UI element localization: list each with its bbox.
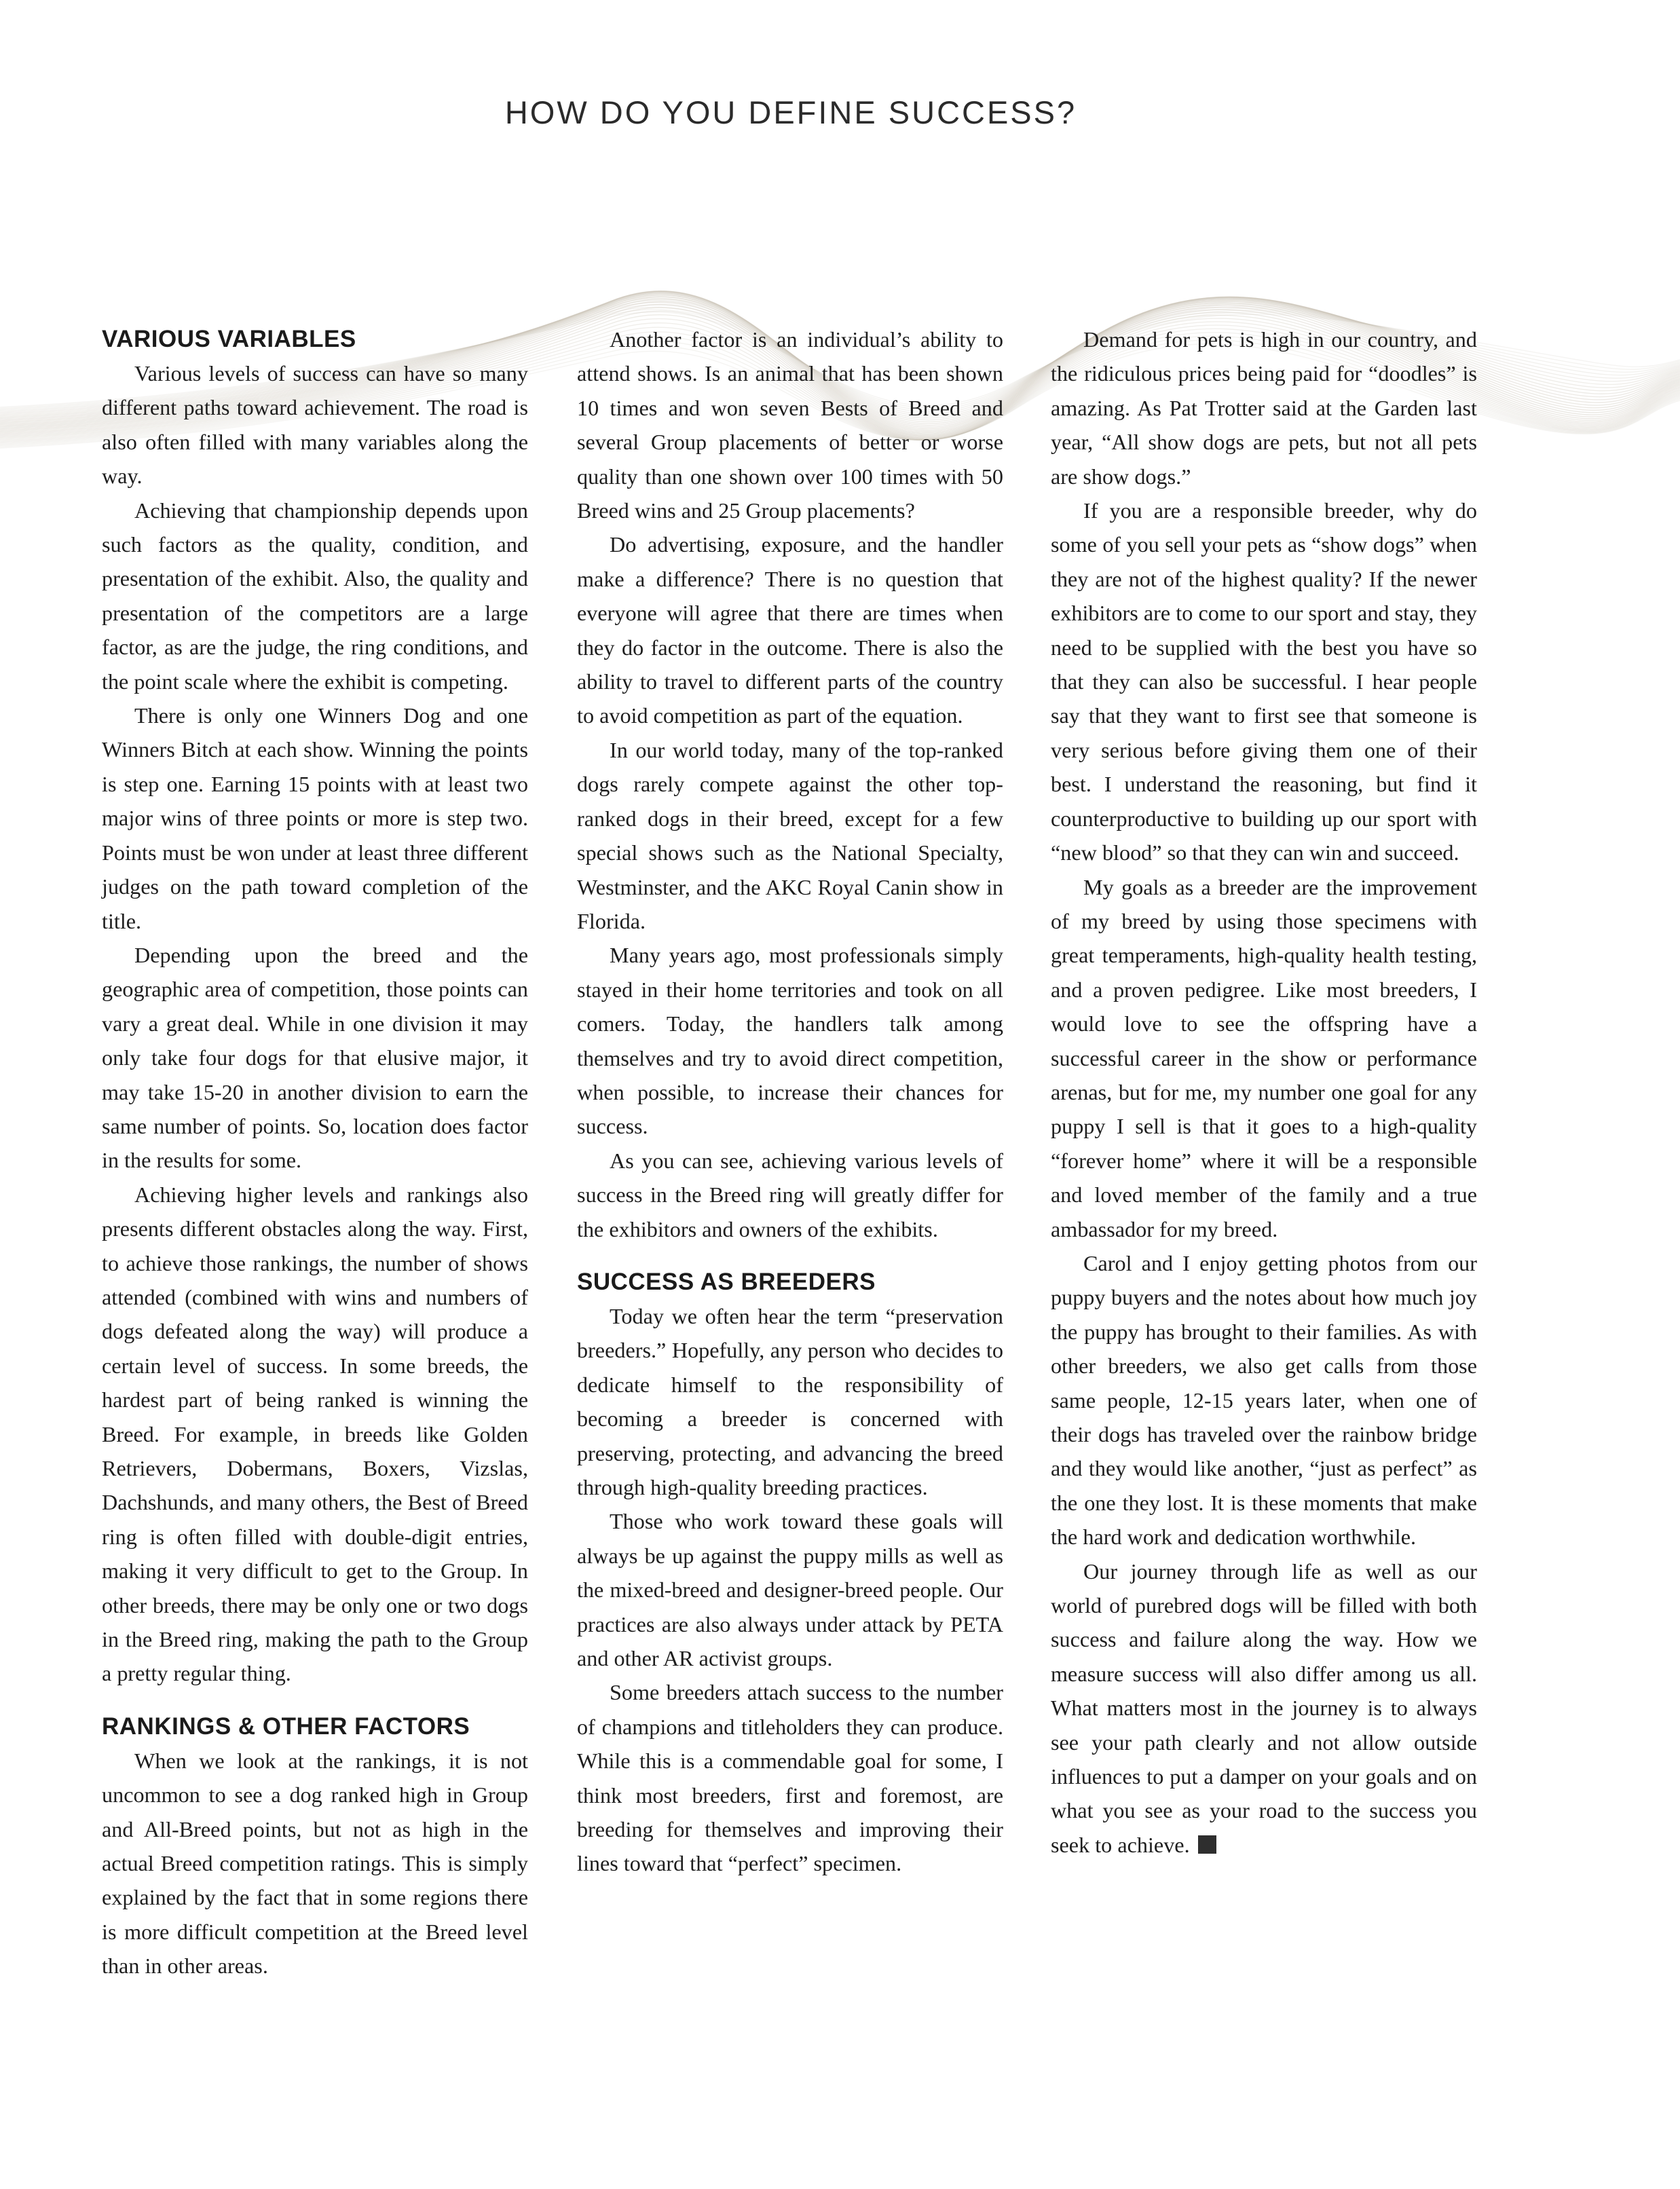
body-paragraph: [1051, 1246, 1477, 1554]
end-of-article-square-icon: [1198, 1835, 1216, 1854]
paragraph-text: If you are a responsible breeder, why do some of you sell your pets as “show dogs” when they are not of the highest quality? If the newer exhibitors are to come to our sport and stay, they need to be supplied with the best you have so that they can also be successful. I hear people say that they want to first see that someone is very serious before giving them one of their best. I understand the reasoning, but find it counterproductive to building up our sport with “new blood” so that they can win and succeed.: [1051, 498, 1477, 865]
page-title: HOW DO YOU DEFINE SUCCESS?: [504, 94, 1077, 130]
body-paragraph: [102, 1744, 528, 1983]
body-paragraph: [577, 938, 1003, 1143]
section-heading-text: VARIOUS VARIABLES: [102, 326, 356, 352]
paragraph-text: Many years ago, most professionals simply stayed in their home territories and took on all comers. Today, the handlers talk among themselves and try to avoid direct competition, when possible, to increase their chances for success.: [577, 943, 1003, 1139]
body-paragraph: [577, 733, 1003, 938]
section-heading: [102, 1710, 528, 1744]
body-paragraph: [1051, 322, 1477, 493]
body-paragraph: [1051, 870, 1477, 1246]
paragraph-text: When we look at the rankings, it is not uncommon to see a dog ranked high in Group and All-Breed points, but not as high in the actual Breed competition ratings. This is simply explained by the fact that in some regions there is more difficult competition at the Breed level than in other areas.: [102, 1748, 528, 1979]
paragraph-text: My goals as a breeder are the improvement of my breed by using those specimens with great temperaments, high-quality health testing, and a proven pedigree. Like most breeders, I would love to see the offspring have a successful career in the show or performance arenas, but for me, my number one goal for any puppy I sell is that it goes to a high-quality “forever home” where it will be a responsible and loved member of the family and a true ambassador for my breed.: [1051, 874, 1477, 1241]
body-paragraph: [577, 1144, 1003, 1246]
body-paragraph: [577, 527, 1003, 732]
paragraph-text: Those who work toward these goals will always be up against the puppy mills as well as the mixed-breed and designer-breed people. Our practices are also always under attack by PETA and other AR activist groups.: [577, 1509, 1003, 1671]
paragraph-text: Some breeders attach success to the number of champions and titleholders they can produce. While this is a commendable goal for some, I think most breeders, first and foremost, are breeding for themselves and improving their lines toward that “perfect” specimen.: [577, 1680, 1003, 1876]
body-paragraph: [102, 356, 528, 493]
section-heading-text: RANKINGS & OTHER FACTORS: [102, 1713, 470, 1740]
section-heading: [577, 1265, 1003, 1299]
paragraph-text: There is only one Winners Dog and one Winners Bitch at each show. Winning the points is step one. Earning 15 points with at least two major wins of three points or more is step two. Points must be won under at least three different judges on the path toward completion of the title.: [102, 703, 528, 933]
paragraph-text: Depending upon the breed and the geographic area of competition, those points can vary a great deal. While in one division it may only take four dogs for that elusive major, it may take 15-20 in another division to earn the same number of points. So, location does factor in the results for some.: [102, 942, 528, 1173]
article-column-3: [1051, 322, 1477, 1862]
section-heading-text: SUCCESS AS BREEDERS: [577, 1268, 876, 1295]
body-paragraph: [102, 698, 528, 938]
body-paragraph: [577, 1504, 1003, 1675]
paragraph-text: Another factor is an individual’s ability to attend shows. Is an animal that has been shown 10 times and won seven Bests of Breed and several Group placements of better or worse quality than one shown over 100 times with 50 Breed wins and 25 Group placements?: [577, 327, 1003, 523]
paragraph-text: Achieving that championship depends upon such factors as the quality, condition, and presentation of the exhibit. Also, the quality and presentation of the competitors are a large factor, as are the judge, the ring conditions, and the point scale where the exhibit is competing.: [102, 498, 528, 694]
body-paragraph: [577, 1299, 1003, 1504]
body-paragraph: [577, 1675, 1003, 1880]
paragraph-text: As you can see, achieving various levels of success in the Breed ring will greatly differ for the exhibitors and owners of the exhibits.: [577, 1148, 1003, 1241]
body-paragraph: [102, 938, 528, 1178]
paragraph-text: Demand for pets is high in our country, and the ridiculous prices being paid for “doodles” is amazing. As Pat Trotter said at the Garden last year, “All show dogs are pets, but not all pets are show dogs.”: [1051, 327, 1477, 489]
paragraph-text: Achieving higher levels and rankings also presents different obstacles along the way. First, to achieve those rankings, the number of shows attended (combined with wins and numbers of dogs defeated along the way) will produce a certain level of success. In some breeds, the hardest part of being ranked is winning the Breed. For example, in breeds like Golden Retrievers, Dobermans, Boxers, Vizslas, Dachshunds, and many others, the Best of Breed ring is often filled with double-digit entries, making it very difficult to get to the Group. In other breeds, there may be only one or two dogs in the Breed ring, making the path to the Group a pretty regular thing.: [102, 1182, 528, 1686]
article-column-1: [102, 322, 528, 1983]
body-paragraph: [102, 493, 528, 698]
section-heading: [102, 322, 528, 356]
body-paragraph: [1051, 1554, 1477, 1863]
paragraph-text: Carol and I enjoy getting photos from our puppy buyers and the notes about how much joy the puppy has brought to their families. As with other breeders, we also get calls from those same people, 12-15 years later, when one of their dogs has traveled over the rainbow bridge and they would like another, “just as perfect” as the one they lost. It is these moments that make the hard work and dedication worthwhile.: [1051, 1250, 1477, 1550]
paragraph-text: Our journey through life as well as our world of purebred dogs will be filled with both success and failure along the way. How we measure success will also differ among us all. What matters most in the journey is to always see your path clearly and not allow outside influences to put a damper on your goals and on what you see as your road to the success you seek to achieve.: [1051, 1558, 1477, 1857]
body-paragraph: [102, 1178, 528, 1691]
paragraph-text: Various levels of success can have so many different paths toward achievement. The road is also often filled with many variables along the way.: [102, 361, 528, 489]
paragraph-text: In our world today, many of the top-ranked dogs rarely compete against the other top-ranked dogs in their breed, except for a few special shows such as the National Specialty, Westminster, and the AKC Royal Canin show in Florida.: [577, 737, 1003, 933]
paragraph-text: Today we often hear the term “preservation breeders.” Hopefully, any person who decides to dedicate himself to the responsibility of becoming a breeder is concerned with preserving, protecting, and advancing the breed through high-quality breeding practices.: [577, 1303, 1003, 1499]
paragraph-text: Do advertising, exposure, and the handler make a difference? There is no question that everyone will agree that there are times when they do factor in the outcome. There is also the ability to travel to different parts of the country to avoid competition as part of the equation.: [577, 532, 1003, 728]
article-column-2: [577, 322, 1003, 1881]
body-paragraph: [1051, 493, 1477, 869]
body-paragraph: [577, 322, 1003, 527]
